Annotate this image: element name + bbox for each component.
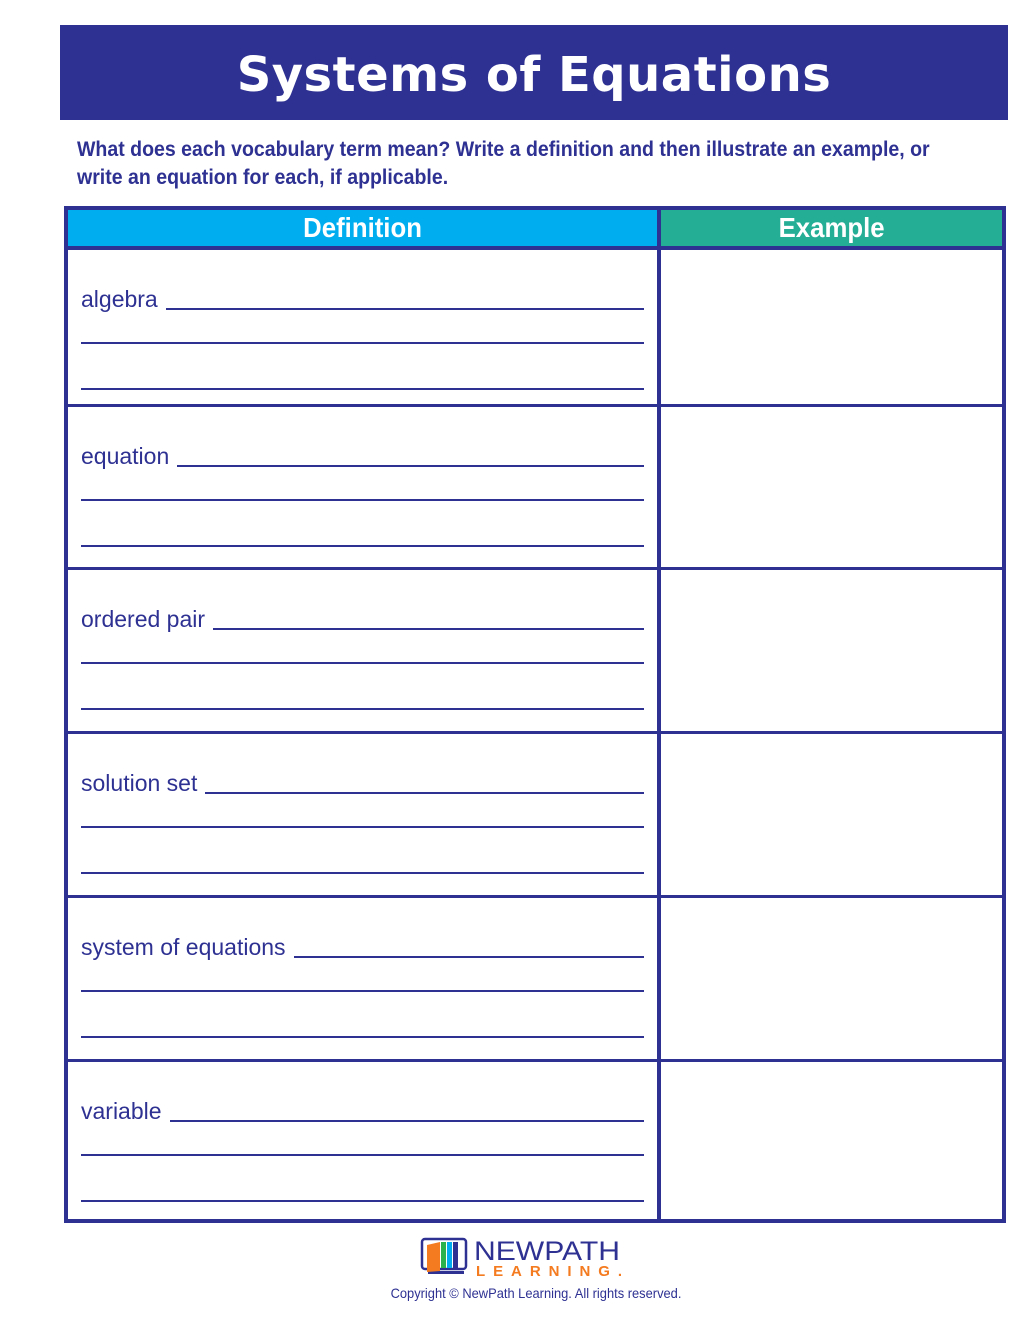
definition-line-2[interactable] (81, 826, 644, 828)
write-line[interactable] (213, 628, 644, 630)
vocabulary-term: equation (81, 443, 170, 469)
definition-line-2[interactable] (81, 1154, 644, 1156)
book-page-blue (447, 1242, 452, 1268)
definition-line-1[interactable] (81, 443, 644, 469)
definition-line-3[interactable] (81, 1200, 644, 1202)
table-row (68, 895, 1002, 1058)
column-header-definition (68, 210, 657, 250)
book-page-orange (427, 1242, 440, 1272)
definition-line-1[interactable] (81, 286, 644, 312)
newpath-learning-logo (420, 1236, 630, 1278)
instructions-text: What does each vocabulary term mean? Write a definition and then illustrate an example, or write an equation for each, if applicable. (77, 138, 930, 189)
table-row (68, 404, 1002, 567)
write-line[interactable] (166, 308, 644, 310)
page-title: Systems of Equations (236, 46, 832, 103)
vocabulary-term: ordered pair (81, 606, 206, 632)
copyright-text: Copyright © NewPath Learning. All rights reserved. (390, 1285, 682, 1301)
book-page-green (441, 1242, 446, 1268)
write-line[interactable] (294, 956, 644, 958)
example-cell[interactable] (661, 407, 1002, 567)
example-cell[interactable] (661, 570, 1002, 730)
vocabulary-term: algebra (81, 286, 158, 312)
table-row (68, 731, 1002, 894)
write-line[interactable] (170, 1120, 644, 1122)
column-header-definition-label: Definition (303, 212, 422, 243)
table-row (68, 1059, 1002, 1222)
table-row (68, 567, 1002, 730)
vocabulary-table (64, 206, 1006, 1223)
definition-line-1[interactable] (81, 934, 644, 960)
logo-text-learning: LEARNING. (476, 1263, 622, 1278)
definition-line-2[interactable] (81, 342, 644, 344)
book-page-navy (453, 1242, 458, 1268)
example-cell[interactable] (661, 250, 1002, 413)
definition-line-1[interactable] (81, 770, 644, 796)
definition-line-2[interactable] (81, 662, 644, 664)
definition-line-1[interactable] (81, 606, 644, 632)
definition-line-3[interactable] (81, 1036, 644, 1038)
definition-line-3[interactable] (81, 388, 644, 390)
column-header-example-label: Example (778, 212, 885, 243)
vocabulary-term: system of equations (81, 934, 286, 960)
definition-line-1[interactable] (81, 1098, 644, 1124)
definition-line-2[interactable] (81, 990, 644, 992)
example-cell[interactable] (661, 734, 1002, 894)
title-banner (60, 25, 1008, 120)
definition-line-3[interactable] (81, 872, 644, 874)
write-line[interactable] (177, 465, 644, 467)
definition-line-3[interactable] (81, 545, 644, 547)
vocabulary-term: solution set (81, 770, 198, 796)
column-divider (657, 210, 661, 1219)
definition-line-3[interactable] (81, 708, 644, 710)
vocabulary-term: variable (81, 1098, 162, 1124)
table-row (68, 250, 1002, 413)
column-header-example (661, 210, 1002, 250)
definition-line-2[interactable] (81, 499, 644, 501)
write-line[interactable] (205, 792, 644, 794)
example-cell[interactable] (661, 898, 1002, 1058)
example-cell[interactable] (661, 1062, 1002, 1222)
logo-graphic (420, 1236, 630, 1278)
logo-text-newpath: NEWPATH (474, 1236, 620, 1266)
